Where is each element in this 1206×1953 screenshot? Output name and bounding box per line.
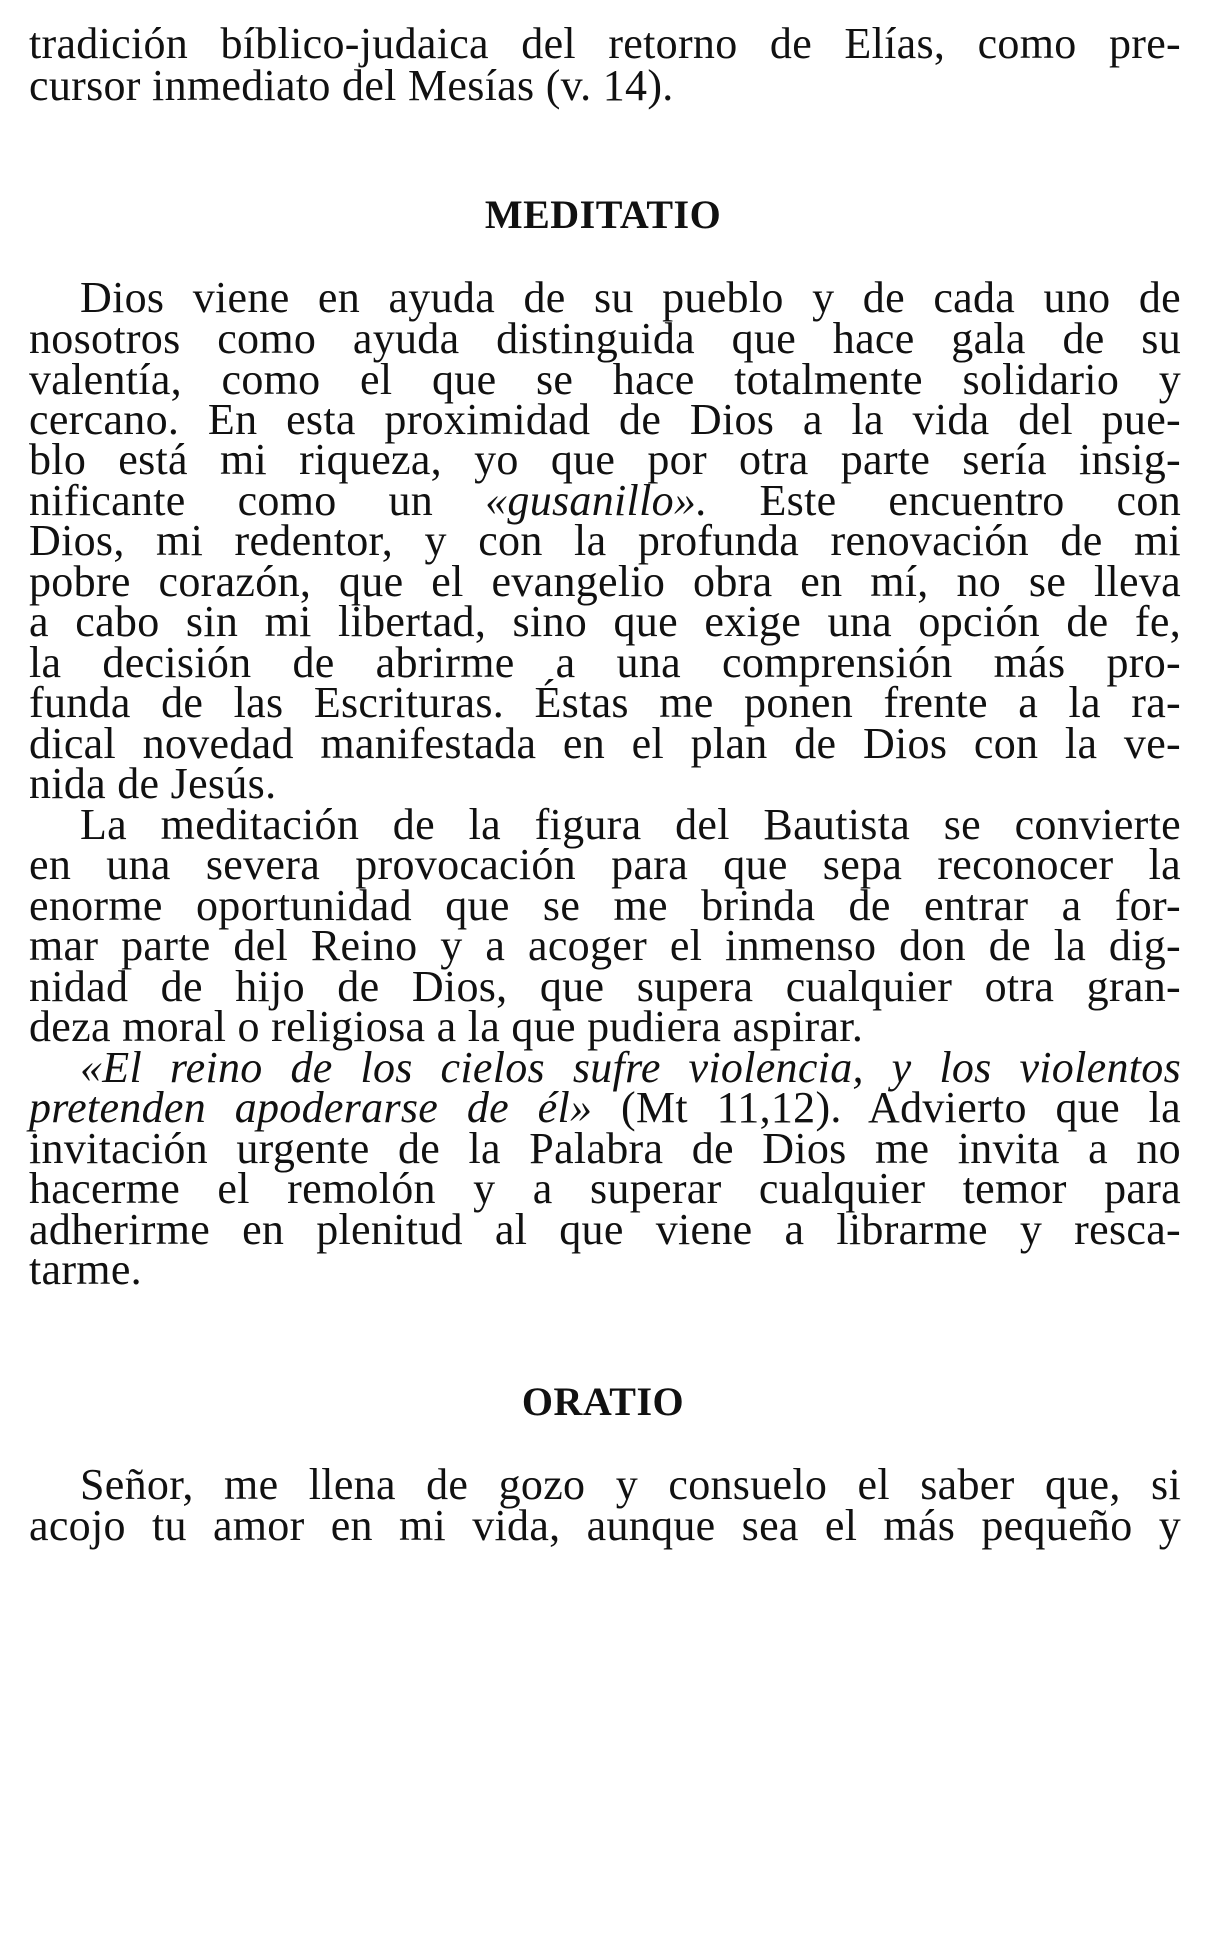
text-line: cursor inmediato del Mesías (v. 14). <box>29 61 674 110</box>
text-line: tarme. <box>29 1245 142 1294</box>
section-heading-meditatio: MEDITATIO <box>484 192 722 237</box>
text-line: tradición bíblico-judaica del retorno de Elías, como pre- <box>29 19 1181 68</box>
text-span: (Mt 11,12). Advierto que la <box>621 1083 1181 1132</box>
text-line: invitación urgente de la Palabra de Dios me invita a no <box>29 1124 1181 1173</box>
italic-quote: pretenden apoderarse de él» <box>29 1083 593 1132</box>
text-line: la decisión de abrirme a una comprensión más pro- <box>29 638 1181 687</box>
text-span: Este encuentro con <box>759 476 1181 525</box>
section-heading-oratio: ORATIO <box>521 1379 685 1424</box>
text-line: pobre corazón, que el evangelio obra en mí, no se lleva <box>29 557 1181 606</box>
text-line: nida de Jesús. <box>29 759 277 808</box>
text-line: funda de las Escrituras. Éstas me ponen frente a la ra- <box>29 678 1181 727</box>
text-line: deza moral o religiosa a la que pudiera aspirar. <box>29 1002 864 1051</box>
text-line: La meditación de la figura del Bautista se convierte <box>80 800 1181 849</box>
text-span: nificante como un <box>29 476 434 525</box>
text-line: Señor, me llena de gozo y consuelo el saber que, si <box>80 1460 1181 1509</box>
text-line: mar parte del Reino y a acoger el inmenso don de la dig- <box>29 921 1181 970</box>
text-line: cercano. En esta proximidad de Dios a la vida del pue- <box>29 395 1181 444</box>
text-line: nosotros como ayuda distinguida que hace gala de su <box>29 314 1181 363</box>
text-line: Dios, mi redentor, y con la profunda renovación de mi <box>29 516 1181 565</box>
text-line: adherirme en plenitud al que viene a librarme y resca- <box>29 1205 1181 1254</box>
italic-quote: «El reino de los cielos sufre violencia, y los violentos <box>80 1043 1181 1092</box>
text-line: blo está mi riqueza, yo que por otra parte sería insig- <box>29 435 1181 484</box>
text-line: hacerme el remolón y a superar cualquier temor para <box>29 1164 1181 1213</box>
text-line: en una severa provocación para que sepa reconocer la <box>29 840 1181 889</box>
text-line: enorme oportunidad que se me brinda de entrar a for- <box>29 881 1181 930</box>
text-line: valentía, como el que se hace totalmente solidario y <box>29 355 1181 404</box>
text-line: acojo tu amor en mi vida, aunque sea el más pequeño y <box>29 1501 1181 1550</box>
italic-quote: «gusanillo». <box>485 476 708 525</box>
text-line: Dios viene en ayuda de su pueblo y de cada uno de <box>80 273 1181 322</box>
text-line: a cabo sin mi libertad, sino que exige una opción de fe, <box>29 597 1181 646</box>
text-line: dical novedad manifestada en el plan de Dios con la ve- <box>29 719 1181 768</box>
text-line: nidad de hijo de Dios, que supera cualquier otra gran- <box>29 962 1181 1011</box>
